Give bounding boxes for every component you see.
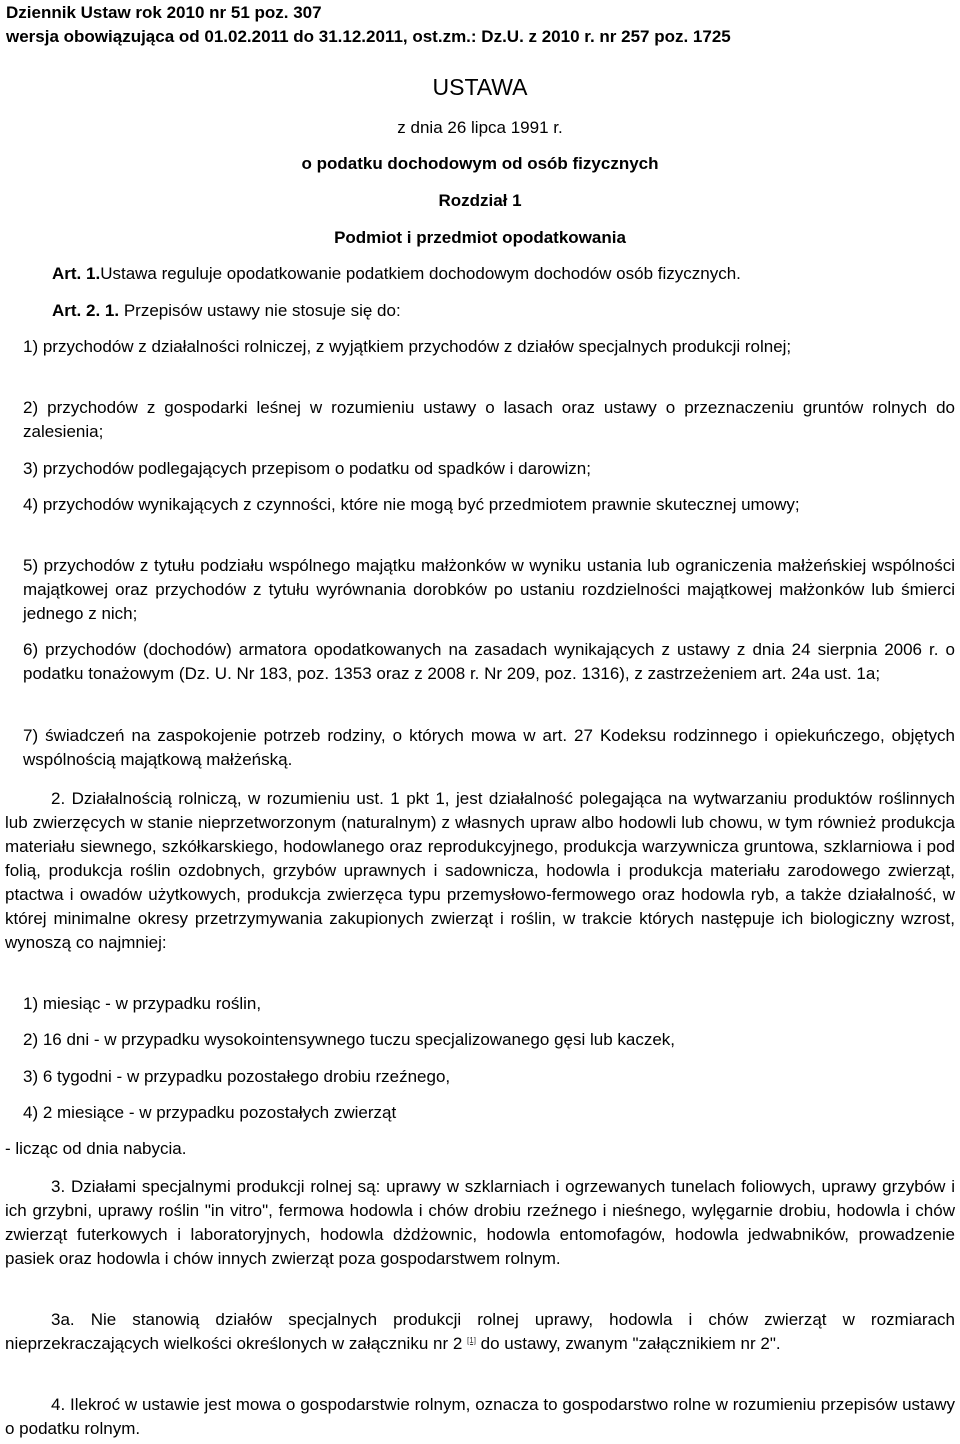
sub-list-item: 1) miesiąc - w przypadku roślin, bbox=[23, 994, 262, 1013]
article-1-label: Art. 1. bbox=[52, 264, 101, 283]
footnote-link[interactable]: [1] bbox=[467, 1336, 476, 1345]
sub-list-item: 4) 2 miesiące - w przypadku pozostałych zwierząt bbox=[23, 1103, 397, 1122]
list-item: 6) przychodów (dochodów) armatora opodatkowanych na zasadach wynikających z ustawy z dnia 24 sierpnia 2006 r. o podatku tonażowym (Dz. U. Nr 183, poz. 1353 oraz z 2008 r. Nr 209, poz. 1316), z zastrzeżeniem art. 24a ust. 1a; bbox=[23, 640, 955, 683]
article-1-text: Ustawa reguluje opodatkowanie podatkiem dochodowym dochodów osób fizycznych. bbox=[100, 264, 741, 283]
act-subject: o podatku dochodowym od osób fizycznych bbox=[301, 154, 659, 173]
article-1 bbox=[52, 262, 952, 286]
list-item: 5) przychodów z tytułu podziału wspólnego majątku małżonków w wyniku ustania lub ograniczenia małżeńskiej wspólności majątkowej oraz przychodów z tytułu wyrównania dorobków po ustaniu rozdzielności majątkowej małżonków lub śmierci jednego z nich; bbox=[23, 556, 955, 623]
paragraph-3a bbox=[5, 1308, 955, 1356]
list-item: 1) przychodów z działalności rolniczej, z wyjątkiem przychodów z działów specjalnych produkcji rolnej; bbox=[23, 337, 792, 356]
article-2 bbox=[52, 299, 952, 323]
act-date: z dnia 26 lipca 1991 r. bbox=[397, 118, 563, 137]
document-header bbox=[6, 1, 956, 49]
paragraph-2: 2. Działalnością rolniczą, w rozumieniu ust. 1 pkt 1, jest działalność polegająca na wytwarzaniu produktów roślinnych lub zwierzęcych w stanie nieprzetworzonym (naturalnym) z własnych upraw albo hodowli lub chowu, w tym również produkcja materiału siewnego, szkółkarskiego, hodowlanego oraz reprodukcyjnego, produkcja warzywnicza gruntowa, szklarniowa i pod folią, produkcja roślin ozdobnych, grzybów uprawnych i sadownicza, hodowla i produkcja materiału zarodowego zwierząt, ptactwa i owadów użytkowych, produkcja zwierzęca typu przemysłowo-fermowego oraz hodowla ryb, a także działalność, w której minimalne okresy przetrzymywania zakupionych zwierząt i roślin, w trakcie których następuje ich biologiczny wzrost, wynoszą co najmniej: bbox=[5, 789, 955, 952]
list-item: 2) przychodów z gospodarki leśnej w rozumieniu ustawy o lasach oraz ustawy o przeznaczeniu gruntów rolnych do zalesienia; bbox=[23, 398, 955, 441]
paragraph-3: 3. Działami specjalnymi produkcji rolnej są: uprawy w szklarniach i ogrzewanych tunelach foliowych, uprawy grzybów i ich grzybni, uprawy roślin "in vitro", fermowa hodowla i chów drobiu rzeźnego i nieśnego, wylęgarnie drobiu, hodowla i chów zwierząt futerkowych i laboratoryjnych, hodowla dżdżownic, hodowla entomofagów, hodowla jedwabników, prowadzenie pasiek oraz hodowla i chów innych zwierząt poza gospodarstwem rolnym. bbox=[5, 1177, 955, 1268]
header-journal-line: Dziennik Ustaw rok 2010 nr 51 poz. 307 bbox=[6, 3, 322, 22]
sub-list-item: 2) 16 dni - w przypadku wysokointensywnego tuczu specjalizowanego gęsi lub kaczek, bbox=[23, 1030, 676, 1049]
list-item: 4) przychodów wynikających z czynności, które nie mogą być przedmiotem prawnie skutecznej umowy; bbox=[23, 495, 800, 514]
list-item: 3) przychodów podlegających przepisom o podatku od spadków i darowizn; bbox=[23, 459, 591, 478]
counting-note: - licząc od dnia nabycia. bbox=[5, 1139, 187, 1158]
chapter-number: Rozdział 1 bbox=[438, 191, 522, 210]
article-2-paragraph-number: 1. bbox=[104, 301, 120, 320]
sub-list-item: 3) 6 tygodni - w przypadku pozostałego drobiu rzeźnego, bbox=[23, 1067, 451, 1086]
paragraph-3a-text-end: do ustawy, zwanym "załącznikiem nr 2". bbox=[475, 1334, 781, 1353]
paragraph-4: 4. Ilekroć w ustawie jest mowa o gospodarstwie rolnym, oznacza to gospodarstwo rolne w rozumieniu przepisów ustawy o podatku rolnym. bbox=[5, 1395, 955, 1438]
list-item: 7) świadczeń na zaspokojenie potrzeb rodziny, o których mowa w art. 27 Kodeksu rodzinnego i opiekuńczego, objętych wspólnością majątkową małżeńską. bbox=[23, 726, 955, 769]
act-title: USTAWA bbox=[432, 74, 528, 100]
header-version-line: wersja obowiązująca od 01.02.2011 do 31.12.2011, ost.zm.: Dz.U. z 2010 r. nr 257 poz. 1725 bbox=[6, 27, 731, 46]
article-2-label: Art. 2. bbox=[52, 301, 101, 320]
chapter-title: Podmiot i przedmiot opodatkowania bbox=[334, 228, 626, 247]
paragraph-3a-text: 3a. Nie stanowią działów specjalnych produkcji rolnej uprawy, hodowla i chów zwierząt w rozmiarach nieprzekraczających wielkości określonych w załączniku nr 2 bbox=[5, 1310, 955, 1353]
article-2-text: Przepisów ustawy nie stosuje się do: bbox=[119, 301, 401, 320]
